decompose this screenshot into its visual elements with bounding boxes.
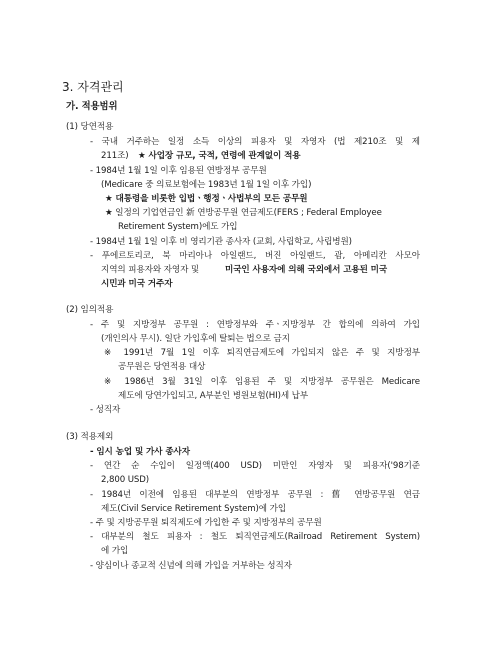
text-line-emphasis: 미국인 사용자에 의해 국외에서 고용된 미국 <box>225 265 388 275</box>
text-line: - 연간 순 수입이 일정액(400 USD) 미만인 자영자 및 피용자('98기준 <box>90 461 420 471</box>
text-line-emphasis: - 임시 농업 및 가사 종사자 <box>90 447 190 457</box>
text-line: - 1984년 이전에 임용된 대부분의 연방정부 공무원 : 舊 연방공무원 연금 <box>90 490 420 500</box>
text-line: 제도(Civil Service Retirement System)에 가입 <box>101 504 287 514</box>
item-title-mandatory: (1) 당연적용 <box>66 122 114 132</box>
text-line: Retirement System)에도 가입 <box>118 222 238 232</box>
text-line: 2,800 USD) <box>101 475 150 485</box>
text-line: - 대부분의 철도 피용자 : 철도 퇴직연금제도(Railroad Retirement System) <box>90 532 420 542</box>
text-line: ※ 1986년 3월 31일 이후 임용된 주 및 지방정부 공무원은 Medicare <box>104 377 420 387</box>
text-line: 지역의 피용자와 자영자 및 <box>101 265 200 275</box>
text-line: - 1984년 1월 1일 이후 비 영리기관 종사자 (교회, 사립학교, 사립병원) <box>90 237 352 247</box>
text-line: ※ 1991년 7월 1일 이후 퇴직연금제도에 가입되지 않은 주 및 지방정부 <box>104 348 420 358</box>
text-line-emphasis: ★ 사업장 규모, 국적, 연령에 관계없이 적용 <box>138 151 301 161</box>
text-line: - 주 및 지방정부 공무원 : 연방정부와 주ㆍ지방정부 간 합의에 의하여 가입 <box>90 320 420 330</box>
text-line: (Medicare 중 의료보험에는 1983년 1월 1일 이후 가입) <box>101 180 312 190</box>
text-line: - 푸에르토리코, 북 마리아나 아일랜드, 버진 아일랜드, 괌, 아메리칸 사모아 <box>90 251 420 261</box>
text-line: (개인의사 무시). 일단 가입후에 탈퇴는 법으로 금지 <box>101 334 290 344</box>
text-line: - 주 및 지방공무원 퇴직제도에 가입한 주 및 지방정부의 공무원 <box>90 518 322 528</box>
section-heading: 3. 자격관리 <box>62 80 124 94</box>
text-line: ★ 일정의 기업연금인 新 연방공무원 연금제도(FERS ; Federal Employee <box>105 208 382 218</box>
text-line: - 1984년 1월 1일 이후 임용된 연방정부 공무원 <box>90 166 267 176</box>
text-line-emphasis: ★ 대통령을 비롯한 입법ㆍ행정ㆍ사법부의 모든 공무원 <box>105 194 308 204</box>
subsection-heading: 가. 적용범위 <box>66 101 118 112</box>
text-line: 에 가입 <box>101 546 129 556</box>
text-line: - 성직자 <box>90 405 121 415</box>
text-line-emphasis: 시민과 미국 거주자 <box>101 279 173 289</box>
text-line: - 양심이나 종교적 신념에 의해 가입을 거부하는 성직자 <box>90 561 292 571</box>
item-title-excluded: (3) 적용제외 <box>66 432 114 442</box>
text-line: 공무원은 당연적용 대상 <box>118 362 206 372</box>
item-title-voluntary: (2) 임의적용 <box>66 305 114 315</box>
text-line: - 국내 거주하는 일정 소득 이상의 피용자 및 자영자 (법 제210조 및 제 <box>90 137 420 147</box>
text-line: 제도에 당연가입되고, A부분인 병원보험(HI)세 납부 <box>118 391 309 401</box>
text-line: 211조) <box>101 151 129 161</box>
